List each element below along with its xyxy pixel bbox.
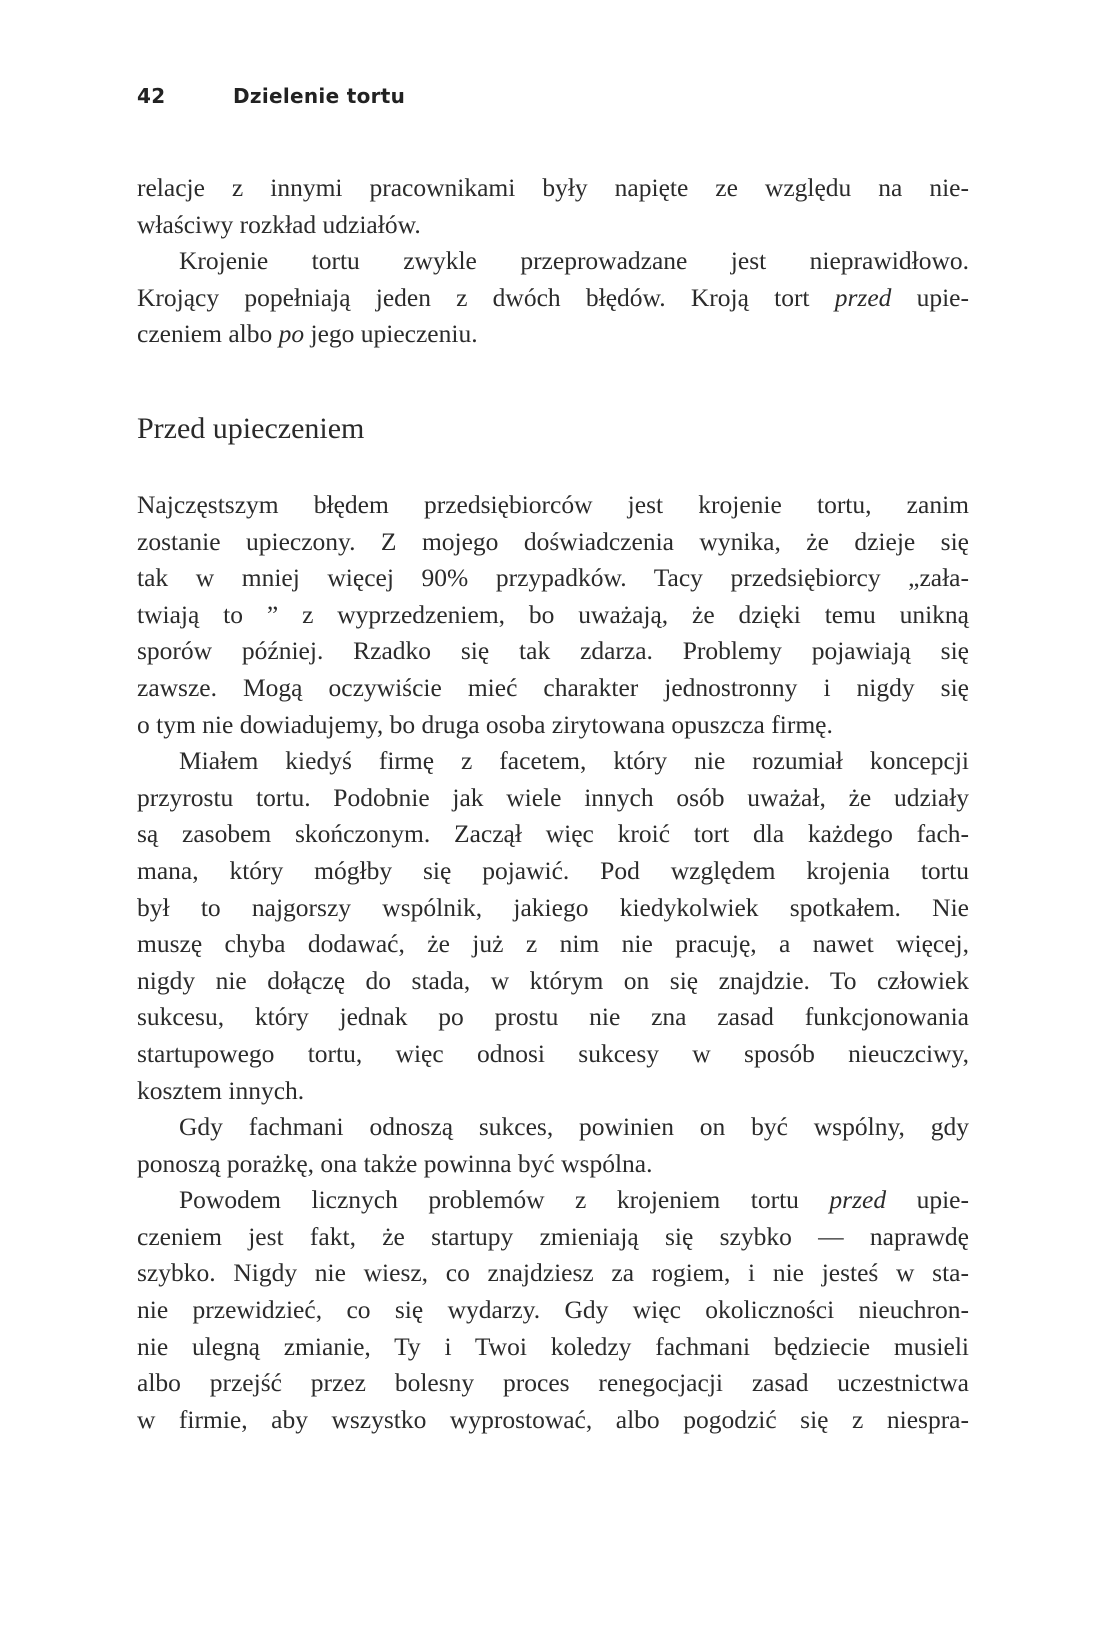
text-line: kosztem innych. (137, 1075, 305, 1105)
text-line: zostanie upieczony. Z mojego doświadczenia wynika, że dzieje się (137, 526, 969, 556)
text-line: tak w mniej więcej 90% przypadków. Tacy przedsiębiorcy „zała- (137, 563, 969, 593)
section-text-block (137, 487, 969, 1438)
text-line: szybko. Nigdy nie wiesz, co znajdziesz za rogiem, i nie jesteś w sta- (137, 1258, 969, 1288)
text-run: jego upieczeniu. (304, 319, 478, 349)
emphasis: przed (829, 1185, 887, 1215)
paragraph (137, 1182, 969, 1438)
paragraph-continuation (137, 170, 969, 243)
text-line (137, 316, 969, 353)
text-line: czeniem jest fakt, że startupy zmieniają się szybko — naprawdę (137, 1221, 969, 1251)
intro-text-block (137, 170, 969, 353)
text-line: w firmie, aby wszystko wyprostować, albo pogodzić się z niespra- (137, 1404, 969, 1434)
text-line (137, 280, 969, 317)
text-line: sporów później. Rzadko się tak zdarza. Problemy pojawiają się (137, 636, 969, 666)
text-line: nie ulegną zmianie, Ty i Twoi koledzy fachmani będziecie musieli (137, 1331, 969, 1361)
text-line: muszę chyba dodawać, że już z nim nie pracuję, a nawet więcej, (137, 929, 969, 959)
text-line: nigdy nie dołączę do stada, w którym on się znajdzie. To człowiek (137, 965, 969, 995)
emphasis: przed (834, 282, 892, 312)
text-line: o tym nie dowiadujemy, bo druga osoba zirytowana opuszcza firmę. (137, 709, 833, 739)
text-line: są zasobem skończonym. Zaczął więc kroić tort dla każdego fach- (137, 819, 969, 849)
text-line: mana, który mógłby się pojawić. Pod względem krojenia tortu (137, 855, 969, 885)
text-line: Miałem kiedyś firmę z facetem, który nie rozumiał koncepcji (179, 746, 969, 776)
emphasis: po (278, 319, 305, 349)
text-line: nie przewidzieć, co się wydarzy. Gdy więc okoliczności nieuchron- (137, 1295, 969, 1325)
page-number: 42 (137, 84, 166, 108)
text-line: albo przejść przez bolesny proces renegocjacji zasad uczestnictwa (137, 1368, 969, 1398)
text-line: sukcesu, który jednak po prostu nie zna zasad funkcjonowania (137, 1002, 969, 1032)
text-run: Powodem licznych problemów z krojeniem tortu (179, 1185, 830, 1215)
text-line: startupowego tortu, więc odnosi sukcesy w sposób nieuczciwy, (137, 1038, 969, 1068)
section-heading: Przed upieczeniem (137, 412, 365, 445)
text-line: relacje z innymi pracownikami były napięte ze względu na nie- (137, 173, 969, 202)
text-line: zawsze. Mogą oczywiście mieć charakter jednostronny i nigdy się (137, 672, 969, 702)
text-line: był to najgorszy wspólnik, jakiego kiedykolwiek spotkałem. Nie (137, 892, 969, 922)
text-run: Krojący popełniają jeden z dwóch błędów. Kroją tort (137, 282, 835, 312)
text-line: Krojenie tortu zwykle przeprowadzane jest nieprawidłowo. (179, 246, 969, 276)
paragraph (137, 1109, 969, 1182)
text-run: upie- (886, 1185, 969, 1215)
text-line: Najczęstszym błędem przedsiębiorców jest krojenie tortu, zanim (137, 490, 969, 519)
paragraph (137, 243, 969, 353)
text-line (137, 1182, 969, 1219)
running-header (137, 84, 405, 108)
text-line: Gdy fachmani odnoszą sukces, powinien on być wspólny, gdy (179, 1112, 969, 1142)
text-line: przyrostu tortu. Podobnie jak wiele innych osób uważał, że udziały (137, 782, 969, 812)
text-line: twiają to ” z wyprzedzeniem, bo uważają, że dzięki temu unikną (137, 599, 969, 629)
text-line: ponoszą porażkę, ona także powinna być wspólna. (137, 1148, 653, 1178)
running-title: Dzielenie tortu (233, 84, 406, 108)
paragraph (137, 487, 969, 743)
paragraph (137, 743, 969, 1109)
text-run: czeniem albo (137, 319, 279, 349)
text-run: upie- (891, 282, 969, 312)
text-line: właściwy rozkład udziałów. (137, 209, 421, 239)
